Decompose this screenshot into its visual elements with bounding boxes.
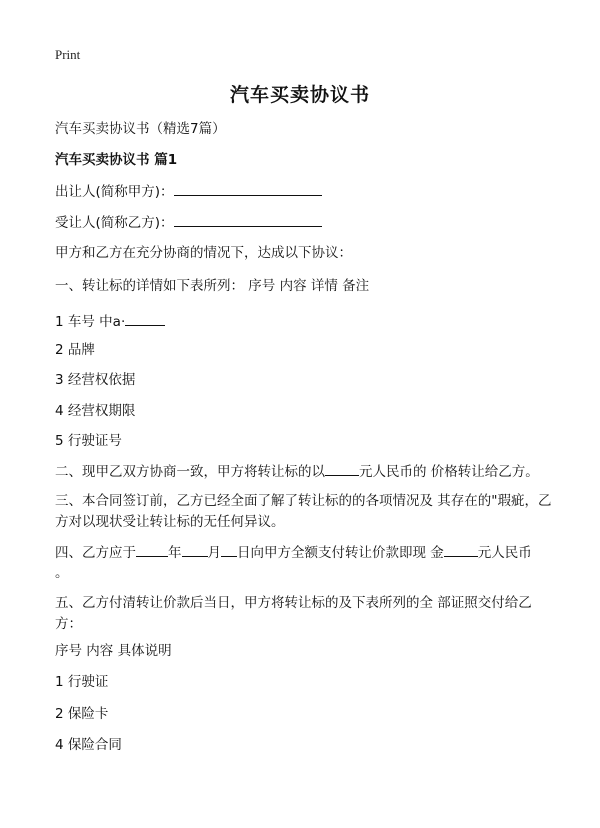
clause-4-part-2: 日向甲方全额支付转让价款即现 金 [237, 545, 444, 561]
table1-row-3: 3 经营权依据 [55, 372, 136, 388]
intro-paragraph: 甲方和乙方在充分协商的情况下，达成以下协议： [55, 245, 352, 261]
clause-4 [55, 542, 532, 563]
table1-row-1 [55, 311, 165, 332]
day-blank [221, 542, 237, 557]
table2-header: 序号 内容 具体说明 [55, 643, 172, 659]
table2-row-1: 1 行驶证 [55, 674, 109, 690]
year-blank [136, 542, 168, 557]
document-title: 汽车买卖协议书 [229, 84, 370, 106]
clause-1: 一、转让标的详情如下表所列： 序号 内容 详情 备注 [55, 278, 370, 294]
table1-row-2: 2 品牌 [55, 342, 95, 358]
party-b-blank [174, 212, 322, 227]
table1-row-4: 4 经营权期限 [55, 403, 136, 419]
plate-number-blank [125, 311, 165, 326]
document-subtitle: 汽车买卖协议书（精选7篇） [55, 121, 226, 137]
print-link[interactable]: Print [55, 47, 81, 62]
price-blank [325, 461, 359, 476]
month-blank [182, 542, 208, 557]
party-a-blank [174, 181, 322, 196]
table2-row-2: 2 保险卡 [55, 706, 109, 722]
party-a-line [55, 181, 322, 202]
clause-4-month: 月 [207, 545, 221, 561]
clause-4-part-3: 元人民币 [477, 545, 532, 561]
table1-row-5: 5 行驶证号 [55, 433, 122, 449]
party-a-label: 出让人(简称甲方)： [55, 184, 174, 200]
amount-blank [444, 542, 478, 557]
clause-4-year: 年 [168, 545, 182, 561]
section-heading: 汽车买卖协议书 篇1 [55, 152, 178, 168]
clause-4-end: 。 [55, 565, 69, 581]
table2-row-3: 4 保险合同 [55, 737, 122, 753]
clause-4-part-1: 四、乙方应于 [55, 545, 136, 561]
party-b-label: 受让人(简称乙方)： [55, 215, 174, 231]
clause-3: 三、本合同签订前，乙方已经全面了解了转让标的的各项情况及 其存在的"瑕疵，乙方对以现状受让转让标的无任何异议。 [55, 493, 552, 530]
clause-2-part-2: 元人民币的 价格转让给乙方。 [359, 464, 539, 480]
party-b-line [55, 212, 322, 233]
clause-5: 五、乙方付清转让价款后当日，甲方将转让标的及下表所列的全 部证照交付给乙方： [55, 595, 532, 632]
clause-2 [55, 461, 539, 482]
table1-row-1-text: 1 车号 中a· [55, 314, 126, 330]
clause-2-part-1: 二、现甲乙双方协商一致，甲方将转让标的以 [55, 464, 325, 480]
